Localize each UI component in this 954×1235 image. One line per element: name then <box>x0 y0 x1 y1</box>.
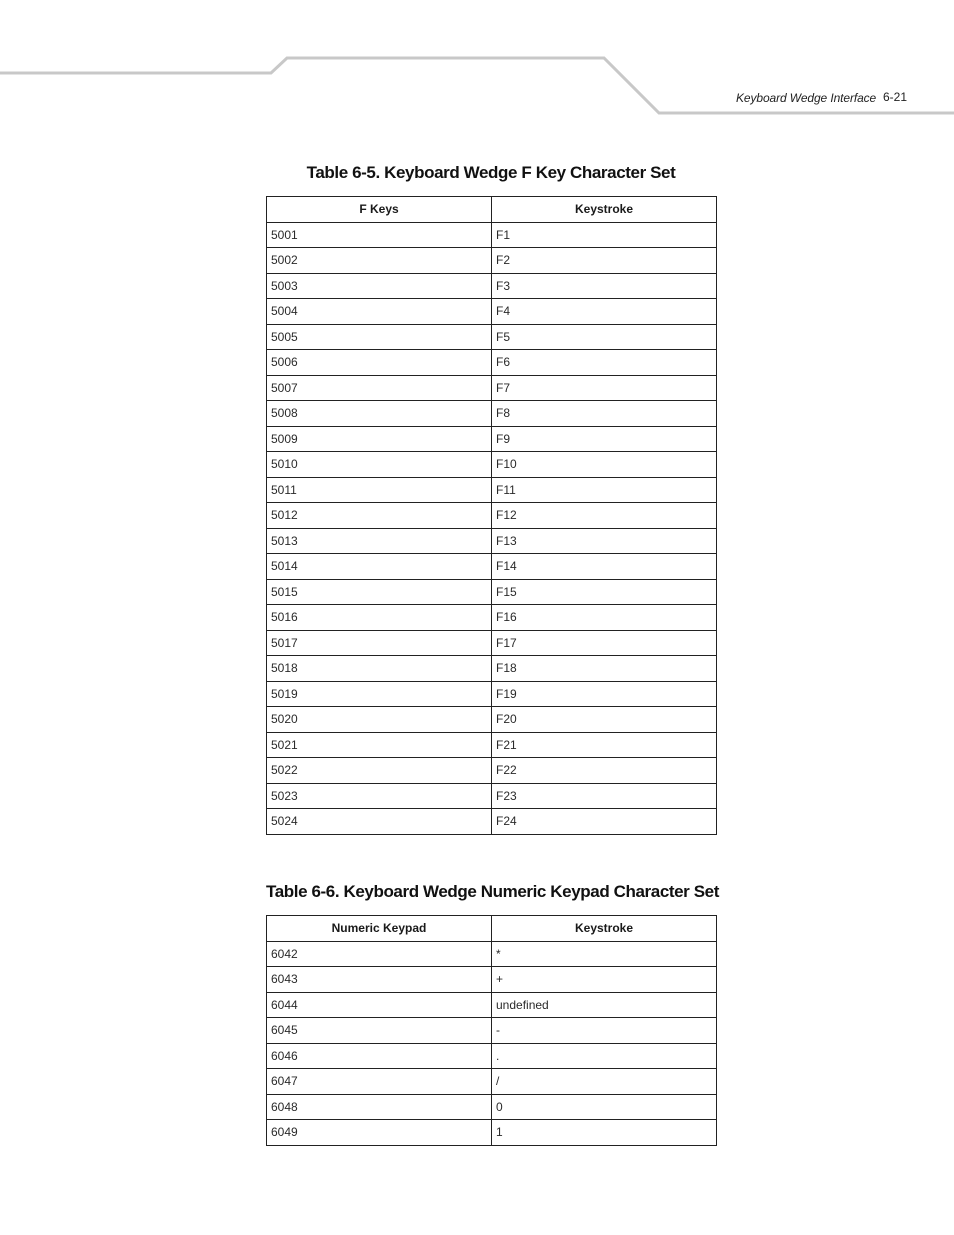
table-row <box>267 1094 717 1120</box>
column-header: Keystroke <box>492 197 717 223</box>
code-cell: 5005 <box>267 324 492 350</box>
table-title: Table 6-6. Keyboard Wedge Numeric Keypad Character Set <box>266 882 719 901</box>
numeric-keypad-table-block <box>266 882 719 1146</box>
keystroke-cell: / <box>492 1069 717 1095</box>
keystroke-cell: F21 <box>492 732 717 758</box>
table-row <box>267 324 717 350</box>
keystroke-cell: F13 <box>492 528 717 554</box>
table-row <box>267 656 717 682</box>
code-cell: 5011 <box>267 477 492 503</box>
code-cell: 5014 <box>267 554 492 580</box>
keystroke-cell: F3 <box>492 273 717 299</box>
keystroke-cell: F11 <box>492 477 717 503</box>
keystroke-cell: - <box>492 1018 717 1044</box>
column-header: F Keys <box>267 197 492 223</box>
column-header: Numeric Keypad <box>267 916 492 942</box>
table-row <box>267 1018 717 1044</box>
running-head: Keyboard Wedge Interface <box>736 91 877 105</box>
keystroke-cell: undefined <box>492 992 717 1018</box>
table-row <box>267 605 717 631</box>
code-cell: 6043 <box>267 967 492 993</box>
keystroke-cell: F19 <box>492 681 717 707</box>
code-cell: 6049 <box>267 1120 492 1146</box>
table-row <box>267 1069 717 1095</box>
code-cell: 5019 <box>267 681 492 707</box>
code-cell: 5016 <box>267 605 492 631</box>
page-number: 6-21 <box>883 90 908 104</box>
keystroke-cell: F12 <box>492 503 717 529</box>
code-cell: 5009 <box>267 426 492 452</box>
table-row <box>267 528 717 554</box>
code-cell: 6045 <box>267 1018 492 1044</box>
table-row <box>267 554 717 580</box>
code-cell: 5003 <box>267 273 492 299</box>
keystroke-cell: F18 <box>492 656 717 682</box>
table-row <box>267 707 717 733</box>
code-cell: 5013 <box>267 528 492 554</box>
keystroke-cell: 1 <box>492 1120 717 1146</box>
code-cell: 5015 <box>267 579 492 605</box>
table-header-row <box>267 197 717 223</box>
code-cell: 5006 <box>267 350 492 376</box>
table-row <box>267 579 717 605</box>
keystroke-cell: F1 <box>492 222 717 248</box>
table-header-row <box>267 916 717 942</box>
table-row <box>267 732 717 758</box>
code-cell: 5017 <box>267 630 492 656</box>
f-key-table <box>266 196 717 835</box>
keystroke-cell: F17 <box>492 630 717 656</box>
f-key-table-body <box>267 222 717 834</box>
code-cell: 5012 <box>267 503 492 529</box>
numeric-keypad-table <box>266 915 717 1146</box>
code-cell: 5022 <box>267 758 492 784</box>
code-cell: 5007 <box>267 375 492 401</box>
table-row <box>267 477 717 503</box>
code-cell: 6042 <box>267 941 492 967</box>
code-cell: 5002 <box>267 248 492 274</box>
code-cell: 6044 <box>267 992 492 1018</box>
table-row <box>267 758 717 784</box>
keystroke-cell: F9 <box>492 426 717 452</box>
code-cell: 5001 <box>267 222 492 248</box>
table-row <box>267 941 717 967</box>
keystroke-cell: F10 <box>492 452 717 478</box>
keystroke-cell: F22 <box>492 758 717 784</box>
table-row <box>267 967 717 993</box>
code-cell: 5004 <box>267 299 492 325</box>
table-row <box>267 783 717 809</box>
keystroke-cell: F6 <box>492 350 717 376</box>
table-row <box>267 401 717 427</box>
table-row <box>267 299 717 325</box>
keystroke-cell: + <box>492 967 717 993</box>
table-row <box>267 992 717 1018</box>
table-row <box>267 375 717 401</box>
table-row <box>267 1043 717 1069</box>
table-row <box>267 350 717 376</box>
keystroke-cell: F14 <box>492 554 717 580</box>
column-header: Keystroke <box>492 916 717 942</box>
code-cell: 6048 <box>267 1094 492 1120</box>
keystroke-cell: F4 <box>492 299 717 325</box>
table-row <box>267 630 717 656</box>
table-row <box>267 503 717 529</box>
numeric-keypad-table-body <box>267 941 717 1145</box>
code-cell: 5020 <box>267 707 492 733</box>
code-cell: 5010 <box>267 452 492 478</box>
keystroke-cell: F5 <box>492 324 717 350</box>
keystroke-cell: F16 <box>492 605 717 631</box>
table-row <box>267 222 717 248</box>
table-row <box>267 681 717 707</box>
keystroke-cell: F24 <box>492 809 717 835</box>
code-cell: 5008 <box>267 401 492 427</box>
keystroke-cell: F7 <box>492 375 717 401</box>
keystroke-cell: F2 <box>492 248 717 274</box>
keystroke-cell: 0 <box>492 1094 717 1120</box>
table-row <box>267 452 717 478</box>
code-cell: 6047 <box>267 1069 492 1095</box>
keystroke-cell: . <box>492 1043 717 1069</box>
table-row <box>267 273 717 299</box>
code-cell: 5018 <box>267 656 492 682</box>
table-title: Table 6-5. Keyboard Wedge F Key Character Set <box>306 163 676 182</box>
code-cell: 5021 <box>267 732 492 758</box>
keystroke-cell: F8 <box>492 401 717 427</box>
keystroke-cell: F15 <box>492 579 717 605</box>
table-row <box>267 426 717 452</box>
table-row <box>267 809 717 835</box>
keystroke-cell: * <box>492 941 717 967</box>
code-cell: 6046 <box>267 1043 492 1069</box>
f-key-table-block <box>266 163 716 835</box>
code-cell: 5023 <box>267 783 492 809</box>
keystroke-cell: F23 <box>492 783 717 809</box>
keystroke-cell: F20 <box>492 707 717 733</box>
table-row <box>267 248 717 274</box>
code-cell: 5024 <box>267 809 492 835</box>
table-row <box>267 1120 717 1146</box>
